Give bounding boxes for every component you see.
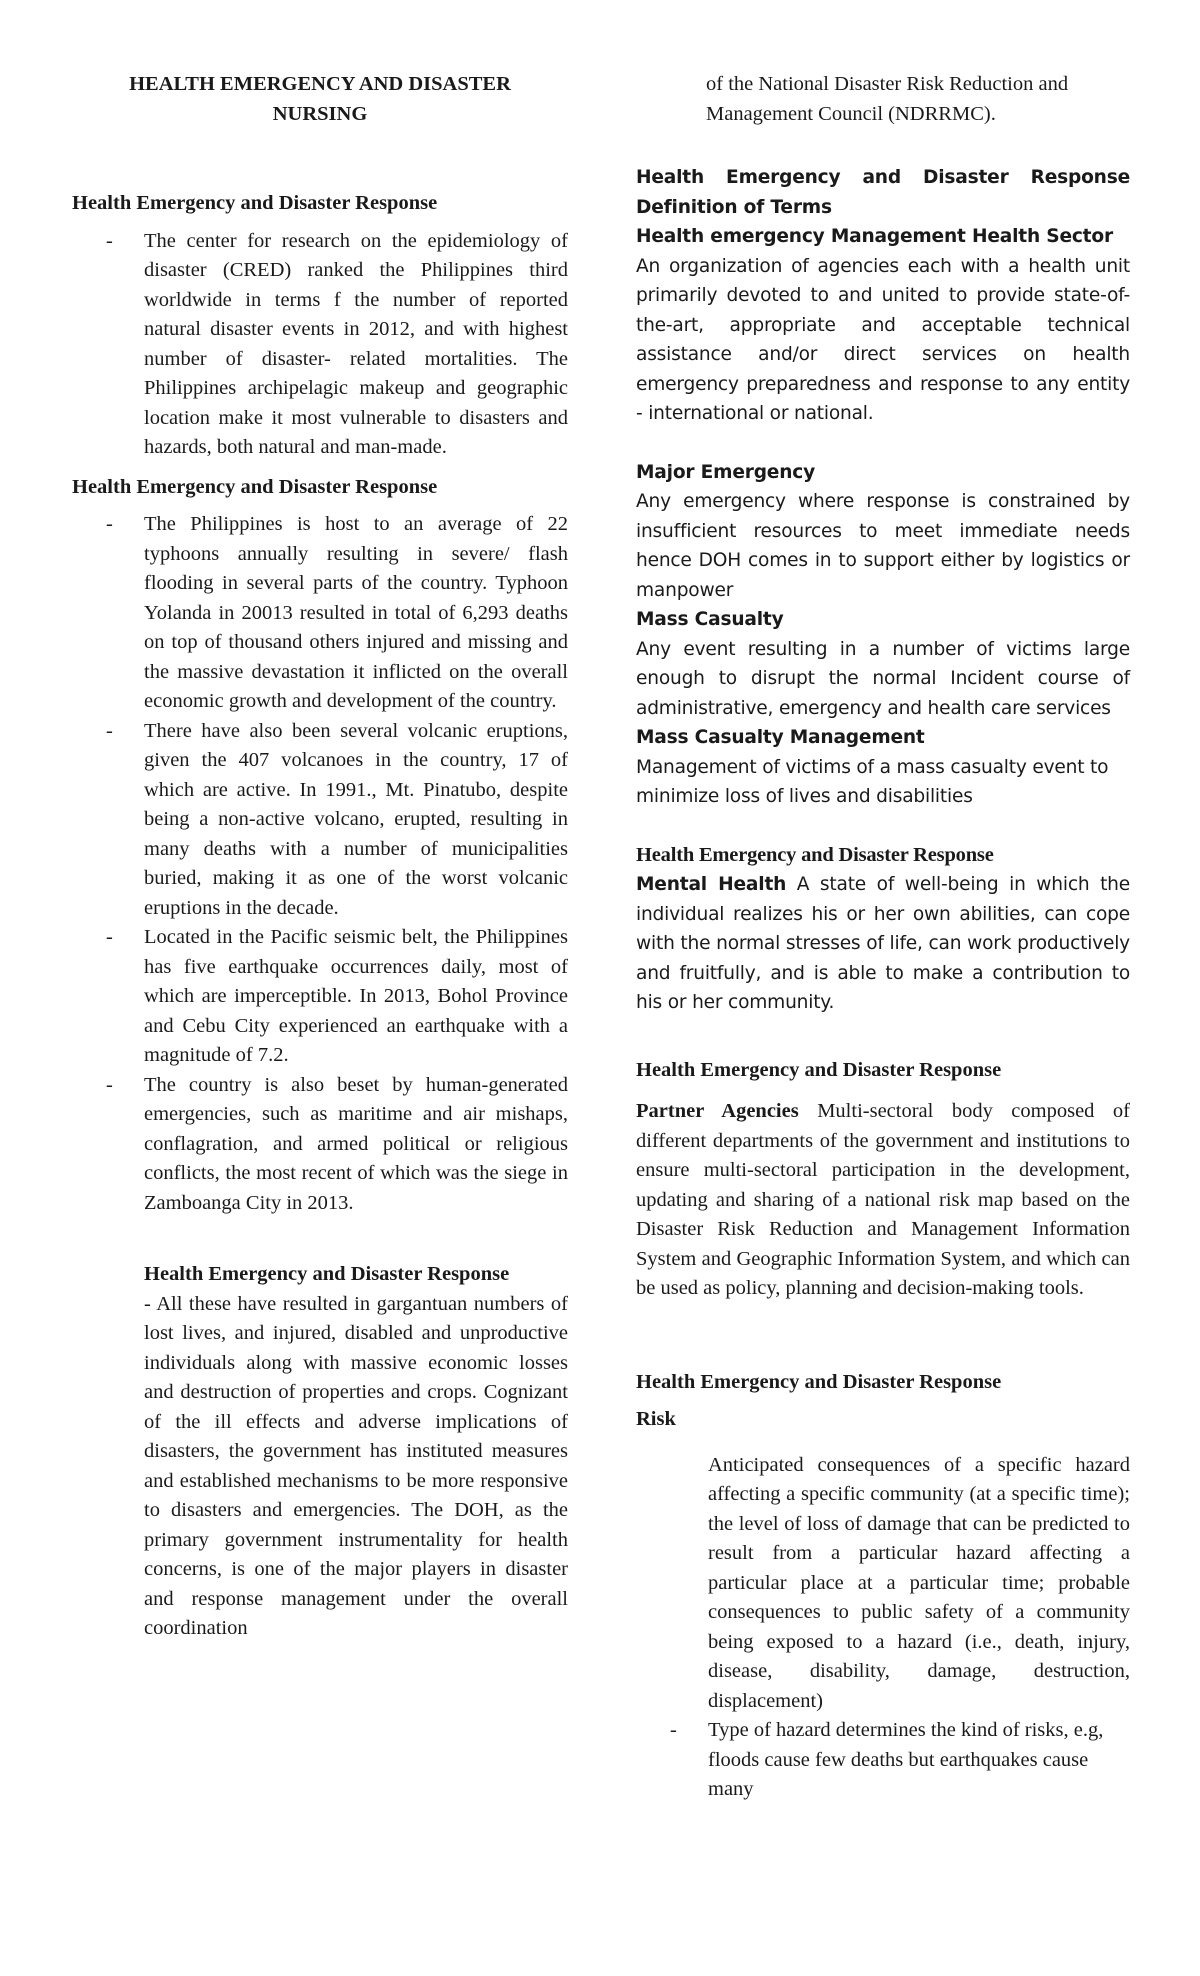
term-heading: Major Emergency [636, 461, 815, 483]
bullet-item [72, 227, 568, 463]
continued-text: of the National Disaster Risk Reduction and Management Council (NDRRMC). [706, 73, 1069, 125]
bullet-dash: - [106, 926, 113, 948]
term-label: Partner Agencies [636, 1100, 799, 1122]
bullet-item [636, 1716, 1130, 1805]
term-definition: A state of well-being in which the individual realizes his or her own abilities, can cope with the normal stresses of life, can work productively and fruitfully, and is able to make a contribution to his or her community. [636, 874, 1130, 1013]
term-definition: Anticipated consequences of a specific hazard affecting a specific community (at a specific time); the level of loss of damage that can be predicted to result from a particular hazard affecting a particular place at a particular time; probable consequences to public safety of a community being exposed to a hazard (i.e., death, injury, disease, disability, damage, destruction, displacement) [708, 1453, 1130, 1712]
bullet-item [72, 510, 568, 717]
bullet-dash: - [106, 719, 113, 742]
term-label: Mental Health [636, 874, 787, 895]
term-definition: Any event resulting in a number of victims large enough to disrupt the normal Incident course of administrative, emergency and health care services [636, 638, 1130, 719]
bullet-text: The country is also beset by human-generated emergencies, such as maritime and air mishaps, conflagration, and armed political or religious conflicts, the most recent of which was the siege in Zamboanga City in 2013. [144, 1073, 568, 1214]
term-paragraph [636, 1097, 1130, 1304]
bullet-text: The center for research on the epidemiology of disaster (CRED) ranked the Philippines third worldwide in terms f the number of reported natural disaster events in 2012, and with highest number of disaster- related mortalities. The Philippines archipelagic makeup and geographic location make it most vulnerable to disasters and hazards, both natural and man-made. [144, 229, 568, 458]
term-paragraph [636, 870, 1130, 1018]
bullet-text: There have also been several volcanic eruptions, given the 407 volcanoes in the country, 17 of which are active. In 1991., Mt. Pinatubo, despite being a non-active volcano, erupted, resulting in many deaths with a number of municipalities buried, making it as one of the worst volcanic eruptions in the decade. [144, 719, 568, 919]
section-heading: Health Emergency and Disaster Response [144, 1263, 510, 1285]
document-title: HEALTH EMERGENCY AND DISASTER NURSING [129, 73, 511, 125]
partner-block [636, 1056, 1130, 1805]
section-text: - All these have resulted in gargantuan numbers of lost lives, and injured, disabled and unproductive individuals along with massive economic losses and destruction of properties and crops. Cognizant of the ill effects and adverse implications of disasters, the government has instituted measures and established mechanisms to be more responsive to disasters and emergencies. The DOH, as the primary government instrumentality for health concerns, is one of the major players in disaster and response management under the overall coordination [144, 1292, 568, 1639]
term-definition: Management of victims of a mass casualty event to minimize loss of lives and disabilities [636, 756, 1109, 807]
bullet-text: The Philippines is host to an average of 22 typhoons annually resulting in severe/ flash flooding in several parts of the country. Typhoon Yolanda in 20013 resulted in total of 6,293 deaths on top of thousand others injured and missing and the massive devastation it inflicted on the overall economic growth and development of the country. [144, 513, 568, 712]
bullet-dash: - [106, 1073, 113, 1096]
section-heading: Health Emergency and Disaster Response [72, 475, 438, 498]
left-column [72, 70, 568, 1644]
section-heading: Health Emergency and Disaster Response [636, 843, 994, 866]
section-heading: Health Emergency and Disaster Response [72, 192, 438, 214]
section-heading: Health Emergency and Disaster Response [636, 167, 1130, 188]
term-definition: Multi-sectoral body composed of different departments of the government and institutions to ensure multi-sectoral participation in the development, updating and sharing of a national risk map based on the Disaster Risk Reduction and Management Information System and Geographic Information System, and which can be used as policy, planning and decision-making tools. [636, 1100, 1130, 1299]
term-heading: Risk [636, 1408, 676, 1430]
term-definition: An organization of agencies each with a health unit primarily devoted to and united to provide state-of-the-art, appropriate and acceptable technical assistance and/or direct services on health emergency preparedness and response to any entity - international or national. [636, 255, 1130, 424]
bullet-item [72, 1071, 568, 1219]
section-block [72, 1260, 568, 1644]
section-heading: Health Emergency and Disaster Response [636, 1370, 1002, 1393]
bullet-dash: - [670, 1719, 677, 1741]
right-column [636, 70, 1130, 1805]
bullet-item [72, 717, 568, 924]
term-heading: Mass Casualty Management [636, 727, 925, 748]
bullet-item [72, 923, 568, 1071]
term-definition: Any emergency where response is constrained by insufficient resources to meet immediate needs hence DOH comes in to support either by logistics or manpower [636, 491, 1130, 601]
bullet-dash: - [106, 513, 113, 535]
section-heading: Health Emergency and Disaster Response [636, 1058, 1002, 1081]
bullet-dash: - [106, 229, 113, 252]
section-subheading: Definition of Terms [636, 196, 832, 218]
bullet-text: Type of hazard determines the kind of risks, e.g, floods cause few deaths but earthquakes cause many [708, 1719, 1104, 1800]
definitions-block [636, 163, 1130, 1018]
term-heading: Mass Casualty [636, 609, 784, 630]
term-heading: Health emergency Management Health Sector [636, 226, 1113, 247]
bullet-text: Located in the Pacific seismic belt, the Philippines has five earthquake occurrences daily, most of which are imperceptible. In 2013, Bohol Province and Cebu City experienced an earthquake with a magnitude of 7.2. [144, 926, 568, 1066]
